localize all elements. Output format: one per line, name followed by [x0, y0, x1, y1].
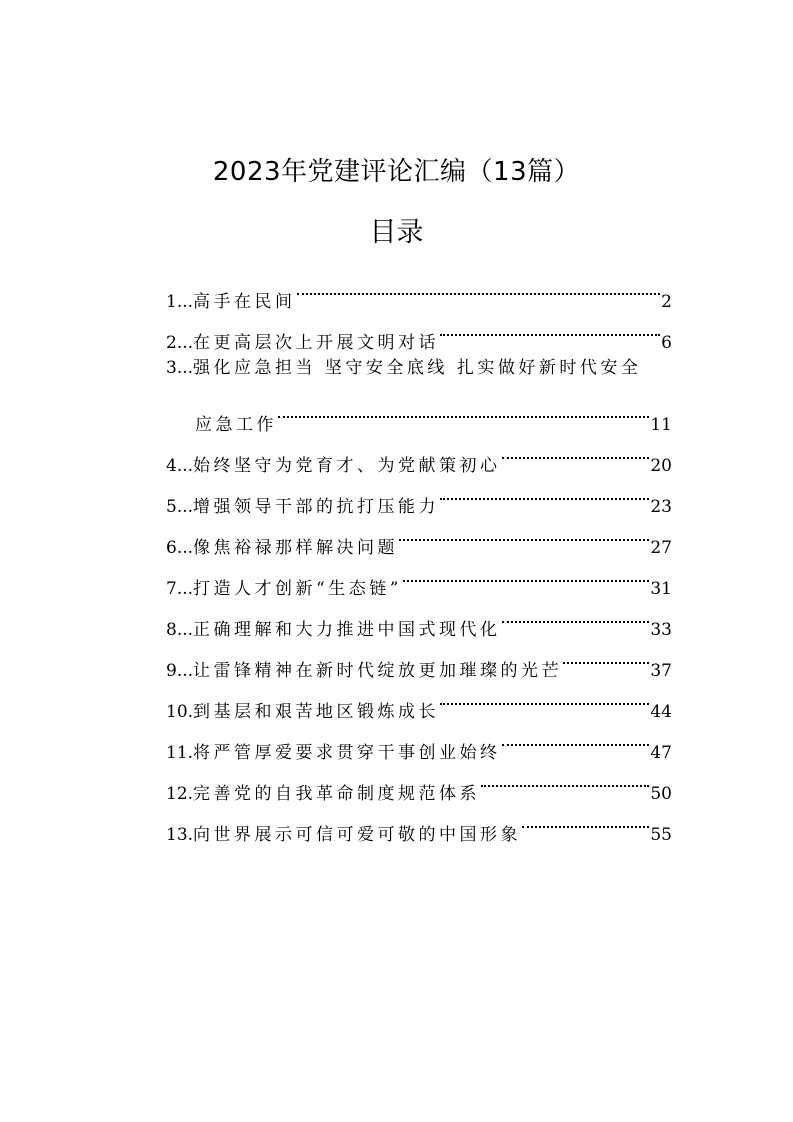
toc-dot-leader	[502, 430, 650, 471]
toc-entry-number: 12.	[166, 784, 194, 804]
toc-entry-title: 完善党的自我革命制度规范体系	[193, 784, 481, 804]
toc-entry-title: 始终坚守为党育才、为党献策初心	[193, 456, 501, 476]
toc-entry-number: 9...	[166, 661, 194, 681]
toc-entry-title: 到基层和艰苦地区锻炼成长	[193, 702, 440, 722]
toc-entry-3-continuation[interactable]	[166, 389, 672, 435]
toc-entry-number: 2...	[166, 333, 194, 353]
toc-entry-number: 5...	[166, 497, 194, 517]
toc-dot-leader	[399, 512, 649, 553]
toc-entry-number: 11.	[166, 743, 194, 763]
toc-dot-leader	[502, 717, 650, 758]
toc-entry-number: 10.	[166, 702, 194, 722]
toc-entry-number: 7...	[166, 579, 194, 599]
toc-dot-leader	[440, 676, 649, 717]
toc-entry-page: 6	[661, 333, 672, 353]
toc-entry-page: 11	[650, 415, 672, 435]
toc-entry-title: 强化应急担当 坚守安全底线 扎实做好新时代安全	[193, 358, 642, 378]
toc-entry-title: 向世界展示可信可爱可敬的中国形象	[193, 825, 522, 845]
toc-entry-title: 让雷锋精神在新时代绽放更加璀璨的光芒	[193, 661, 563, 681]
toc-entry-number: 1...	[166, 292, 194, 312]
toc-entry-page: 44	[650, 702, 672, 722]
toc-entry-1[interactable]	[166, 266, 672, 312]
toc-dot-leader	[522, 799, 649, 840]
toc-entry-number: 6...	[166, 538, 194, 558]
table-of-contents	[166, 266, 672, 845]
toc-dot-leader	[403, 553, 649, 594]
toc-entry-number: 8...	[166, 620, 194, 640]
toc-entry-title: 增强领导干部的抗打压能力	[193, 497, 440, 517]
toc-entry-number: 4...	[166, 456, 194, 476]
toc-entry-title: 高手在民间	[193, 292, 296, 312]
toc-entry-title: 像焦裕禄那样解决问题	[193, 538, 399, 558]
toc-entry-page: 23	[650, 497, 672, 517]
toc-entry-title: 打造人才创新“生态链”	[193, 579, 402, 599]
toc-entry-3[interactable]	[166, 348, 672, 389]
toc-entry-page: 37	[650, 661, 672, 681]
toc-entry-title: 将严管厚爱要求贯穿干事创业始终	[193, 743, 501, 763]
toc-entry-title-continuation: 应急工作	[195, 415, 277, 435]
toc-entry-page: 33	[650, 620, 672, 640]
toc-heading: 目录	[369, 217, 424, 248]
toc-entry-number: 3...	[166, 358, 194, 378]
toc-entry-title: 正确理解和大力推进中国式现代化	[193, 620, 501, 640]
toc-dot-leader	[297, 266, 661, 307]
toc-entry-number: 13.	[166, 825, 194, 845]
toc-dot-leader	[440, 307, 660, 348]
toc-entry-title: 在更高层次上开展文明对话	[193, 333, 440, 353]
toc-entry-page: 27	[650, 538, 672, 558]
toc-dot-leader	[563, 635, 649, 676]
toc-entry-page: 47	[650, 743, 672, 763]
toc-entry-page: 2	[661, 292, 672, 312]
toc-dot-leader	[440, 471, 649, 512]
toc-dot-leader	[502, 594, 650, 635]
toc-entry-page: 50	[650, 784, 672, 804]
toc-entry-page: 20	[650, 456, 672, 476]
toc-dot-leader	[278, 389, 649, 430]
document-title: 2023年党建评论汇编（13篇）	[212, 157, 581, 187]
toc-entry-page: 55	[650, 825, 672, 845]
toc-entry-page: 31	[650, 579, 672, 599]
toc-dot-leader	[481, 758, 649, 799]
